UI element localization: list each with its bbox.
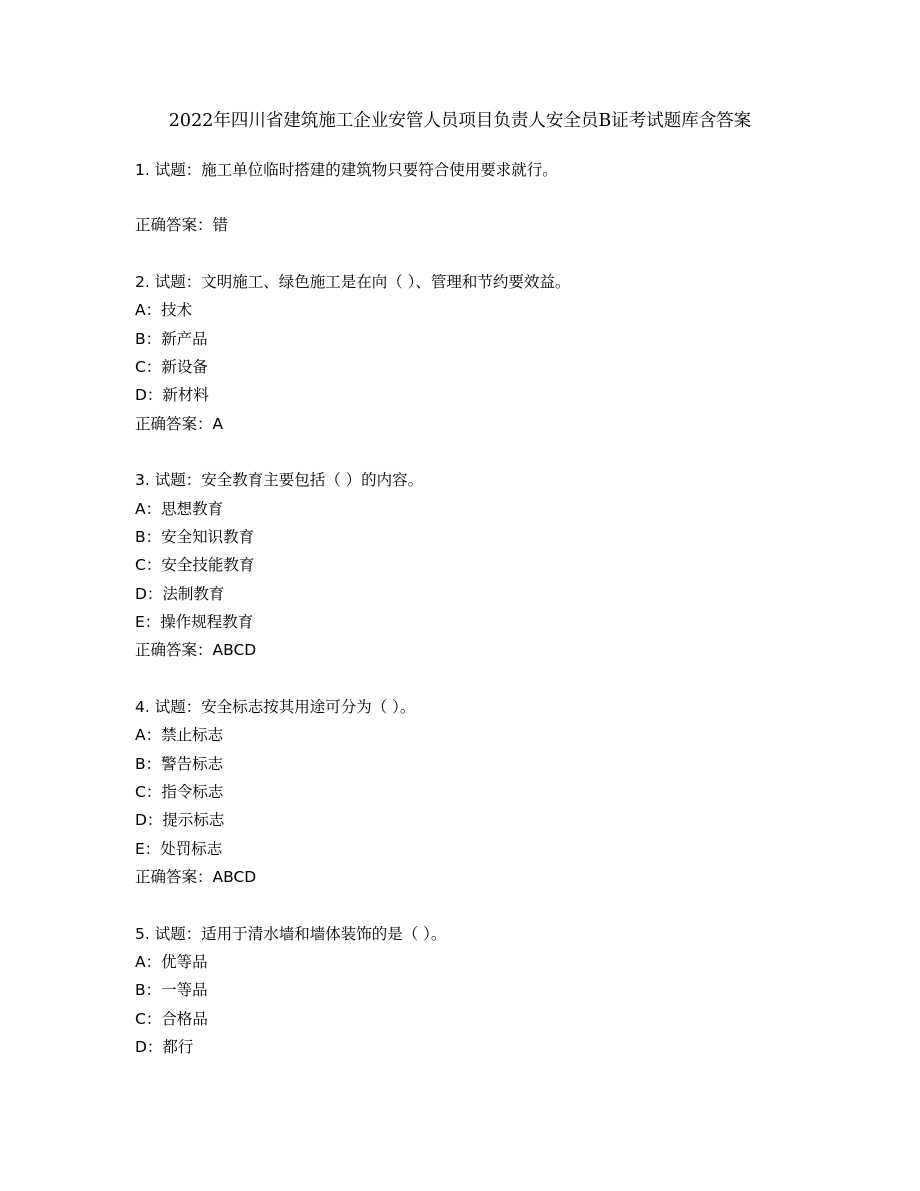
spacer <box>135 438 875 466</box>
question-4-option-b: B：警告标志 <box>135 754 224 773</box>
question-3-text: 3. 试题：安全教育主要包括（ ）的内容。 <box>135 471 424 490</box>
question-1-answer: 正确答案：错 <box>135 216 229 235</box>
question-3-option-a: A：思想教育 <box>135 499 224 518</box>
question-3-answer: 正确答案：ABCD <box>135 641 257 660</box>
question-5-option-c: C：合格品 <box>135 1009 208 1028</box>
question-5-option-b: B：一等品 <box>135 981 208 1000</box>
question-4-option-c: C：指令标志 <box>135 783 224 802</box>
question-3-option-c: C：安全技能教育 <box>135 556 255 575</box>
question-5-option-a: A：优等品 <box>135 952 208 971</box>
spacer <box>135 892 875 920</box>
question-3-option-e: E：操作规程教育 <box>135 613 254 632</box>
question-5-text: 5. 试题：适用于清水墙和墙体装饰的是（ ）。 <box>135 924 447 943</box>
question-2-text: 2. 试题：文明施工、绿色施工是在向（ ）、管理和节约要效益。 <box>135 272 571 291</box>
spacer <box>135 665 875 693</box>
spacer <box>135 184 875 211</box>
question-3-option-b: B：安全知识教育 <box>135 527 255 546</box>
document-title: 2022年四川省建筑施工企业安管人员项目负责人安全员B证考试题库含答案 <box>168 111 752 131</box>
question-1-text: 1. 试题：施工单位临时搭建的建筑物只要符合使用要求就行。 <box>135 161 558 179</box>
question-2-option-d: D：新材料 <box>135 386 209 405</box>
question-3-option-d: D：法制教育 <box>135 584 225 603</box>
question-2-option-a: A：技术 <box>135 301 193 320</box>
question-4-text: 4. 试题：安全标志按其用途可分为（ ）。 <box>135 697 416 716</box>
question-4-answer: 正确答案：ABCD <box>135 868 257 887</box>
spacer <box>135 240 875 268</box>
question-list <box>135 156 875 1062</box>
question-2-answer: 正确答案：A <box>135 414 224 433</box>
question-4-option-d: D：提示标志 <box>135 811 225 830</box>
question-4-option-a: A：禁止标志 <box>135 726 224 745</box>
question-4-option-e: E：处罚标志 <box>135 839 223 858</box>
question-2-option-b: B：新产品 <box>135 329 208 348</box>
question-5-option-d: D：都行 <box>135 1038 194 1057</box>
question-2-option-c: C：新设备 <box>135 357 208 376</box>
